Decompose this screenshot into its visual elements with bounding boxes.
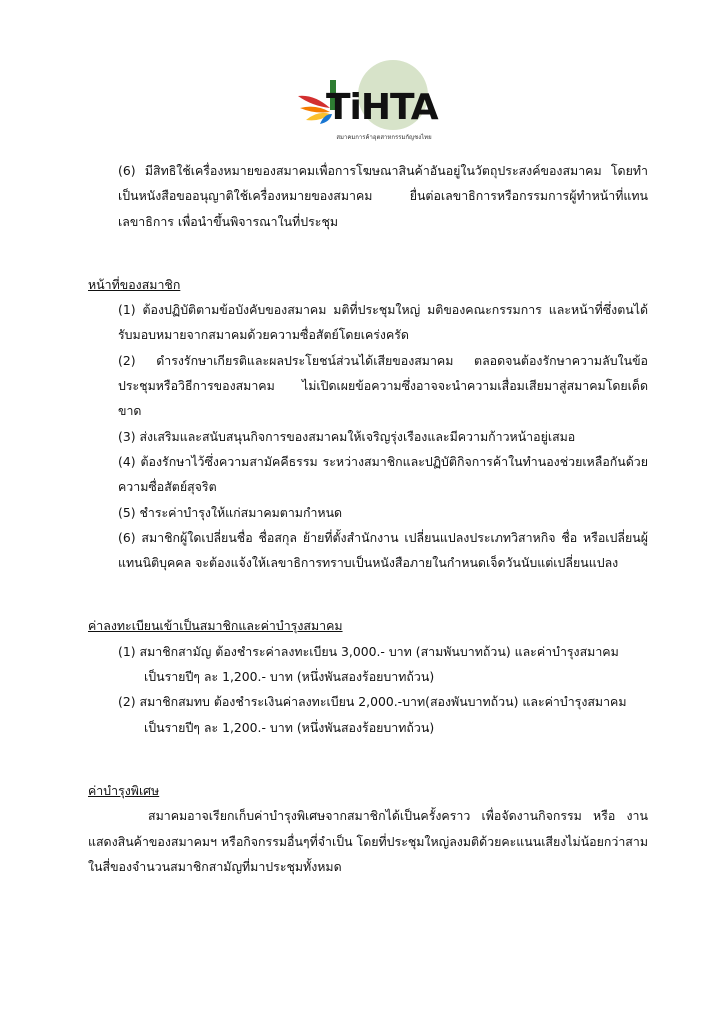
fee-line-2: เป็นรายปีๆ ละ 1,200.- บาท (หนึ่งพันสองร้อยบาทถ้วน) <box>144 719 435 735</box>
special-fee-body: สมาคมอาจเรียกเก็บค่าบำรุงพิเศษจากสมาชิกได้เป็นครั้งคราว เพื่อจัดงานกิจกรรม หรือ งานแสดงสินค้าของสมาคมฯ หรือกิจกรรมอื่นๆที่จำเป็น โดยที่ประชุมใหญ่ลงมติด้วยคะแนนเสียงไม่น้อยกว่าสามในสี่ของจำนวนสมาชิกสามัญที่มาประชุมทั้งหมด <box>88 808 648 874</box>
fee-number: (1) <box>118 643 136 659</box>
document-body <box>88 158 648 879</box>
fee-line-1: สมาชิกสมทบ ต้องชำระเงินค่าลงทะเบียน 2,000.-บาท(สองพันบาทถ้วน) และค่าบำรุงสมาคม <box>139 694 627 710</box>
logo-wordmark: TiHTA <box>326 87 438 128</box>
special-fee-heading: ค่าบำรุงพิเศษ <box>88 782 160 798</box>
duties-heading: หน้าที่ของสมาชิก <box>88 276 181 292</box>
fee-item <box>88 639 648 690</box>
logo-subtitle: สมาคมการค้าอุตสาหกรรมกัญชงไทย <box>336 134 432 141</box>
duty-item: (1) ต้องปฏิบัติตามข้อบังคับของสมาคม มติที่ประชุมใหญ่ มติของคณะกรรมการ และหน้าที่ซึ่งตนได้รับมอบหมายจากสมาคมด้วยความซื่อสัตย์โดยเคร่งครัด <box>118 302 648 343</box>
duty-item: (5) ชำระค่าบำรุงให้แก่สมาคมตามกำหนด <box>118 504 343 520</box>
tihta-logo <box>296 58 436 150</box>
duty-item: (2) ดำรงรักษาเกียรติและผลประโยชน์ส่วนได้เสียของสมาคม ตลอดจนต้องรักษาความลับในข้อประชุมหรือวิธีการของสมาคม ไม่เปิดเผยข้อความซึ่งอาจจะนำความเสื่อมเสียมาสู่สมาคมโดยเด็ดขาด <box>118 352 648 419</box>
duty-item: (3) ส่งเสริมและสนับสนุนกิจการของสมาคมให้เจริญรุ่งเรืองและมีความก้าวหน้าอยู่เสมอ <box>118 428 576 444</box>
fee-item <box>88 689 648 740</box>
fees-heading: ค่าลงทะเบียนเข้าเป็นสมาชิกและค่าบำรุงสมาคม <box>88 618 343 634</box>
rights-item-6: (6) มีสิทธิใช้เครื่องหมายของสมาคมเพื่อการโฆษณาสินค้าอันอยู่ในวัตถุประสงค์ของสมาคม โดยทำเป็นหนังสือขออนุญาติใช้เครื่องหมายของสมาคม ยื่นต่อเลขาธิการหรือกรรมการผู้ทำหน้าที่แทนเลขาธิการ เพื่อนำขึ้นพิจารณาในที่ประชุม <box>118 163 648 229</box>
fee-line-1: สมาชิกสามัญ ต้องชำระค่าลงทะเบียน 3,000.- บาท (สามพันบาทถ้วน) และค่าบำรุงสมาคม <box>139 643 619 659</box>
duty-item: (6) สมาชิกผู้ใดเปลี่ยนชื่อ ชื่อสกุล ย้ายที่ตั้งสำนักงาน เปลี่ยนแปลงประเภทวิสาหกิจ ชื่อ หรือเปลี่ยนผู้แทนนิติบุคคล จะต้องแจ้งให้เลขาธิการทราบเป็นหนังสือภายในกำหนดเจ็ดวันนับแต่เปลี่ยนแปลง <box>118 529 648 571</box>
fee-number: (2) <box>118 694 136 710</box>
fee-line-2: เป็นรายปีๆ ละ 1,200.- บาท (หนึ่งพันสองร้อยบาทถ้วน) <box>144 669 435 685</box>
duty-item: (4) ต้องรักษาไว้ซึ่งความสามัคคีธรรม ระหว่างสมาชิกและปฏิบัติกิจการค้าในทำนองช่วยเหลือกันด้วยความซื่อสัตย์สุจริต <box>118 453 648 495</box>
